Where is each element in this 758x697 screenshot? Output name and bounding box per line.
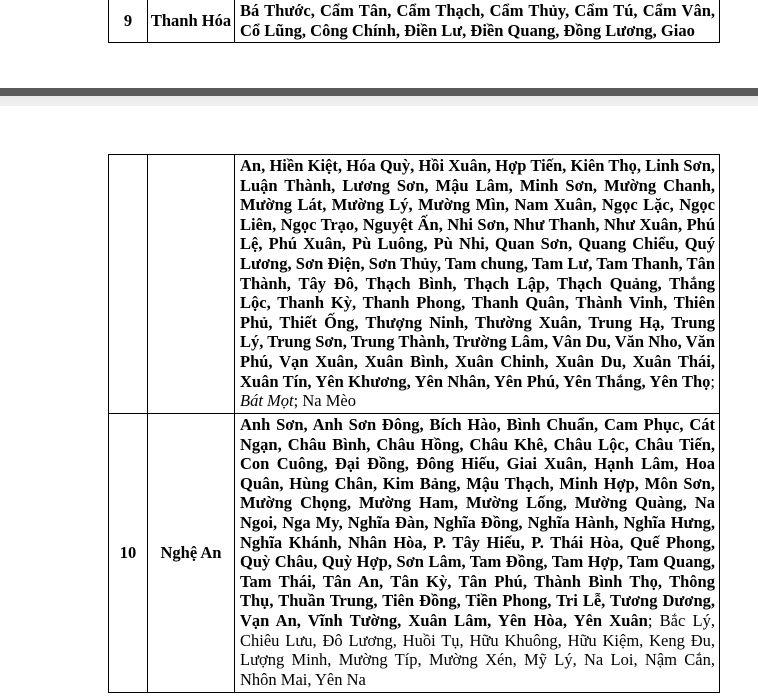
table-row-9 [109, 0, 720, 43]
separator-9a: ; [710, 371, 715, 391]
table-row-10 [109, 414, 720, 693]
commune-na-meo: Na Mèo [302, 391, 356, 411]
table-row-9-continued [109, 155, 720, 414]
commune-italic-bat-mot: Bát Mọt [240, 391, 294, 411]
stt-10: 10 [109, 414, 148, 693]
commune-list-10 [235, 414, 720, 693]
separator-9b: ; [293, 391, 303, 411]
commune-list-10-bold: Anh Sơn, Anh Sơn Đông, Bích Hào, Bình Chuẩn, Cam Phục, Cát Ngạn, Châu Bình, Châu Hồng, Châu Khê, Châu Lộc, Châu Tiến, Con Cuông, Đại Đồng, Đông Hiếu, Giai Xuân, Hạnh Lâm, Hoa Quân, Hùng Chân, Kim Bảng, Mậu Thạch, Minh Hợp, Môn Sơn, Mường Chọng, Mường Ham, Mường Lống, Mường Quàng, Na Ngoi, Nga My, Nghĩa Đàn, Nghĩa Đồng, Nghĩa Hành, Nghĩa Hưng, Nghĩa Khánh, Nhân Hòa, P. Tây Hiếu, P. Thái Hòa, Quế Phong, Quỳ Châu, Quỳ Hợp, Sơn Lâm, Tam Đồng, Tam Hợp, Tam Quang, Tam Thái, Tân An, Tân Kỳ, Tân Phú, Thành Bình Thọ, Thông Thụ, Thuần Trung, Tiên Đồng, Tiền Phong, Tri Lễ, Tương Dương, Vạn An, Vĩnh Tường, Xuân Lâm, Yên Hòa, Yên Xuân [240, 415, 715, 630]
page-top [0, 0, 758, 88]
page-bottom [0, 106, 758, 697]
commune-list-9-continued [235, 155, 720, 414]
commune-list-10-normal: Bắc Lý, Chiêu Lưu, Đô Lương, Huồi Tụ, Hữu Khuông, Hữu Kiệm, Keng Đu, Lượng Minh, Mường Típ, Mường Xén, Mỹ Lý, Na Loi, Nậm Cắn, Nhôn Mai, Yên Na [240, 610, 715, 689]
province-thanh-hoa: Thanh Hóa [148, 0, 235, 43]
stt-9: 9 [109, 0, 148, 43]
table-page-bottom [108, 154, 720, 693]
commune-list-9-bold: An, Hiền Kiệt, Hóa Quỳ, Hồi Xuân, Hợp Tiến, Kiên Thọ, Linh Sơn, Luận Thành, Lương Sơn, Mậu Lâm, Minh Sơn, Mường Chanh, Mường Lát, Mường Lý, Mường Mìn, Nam Xuân, Ngọc Lặc, Ngọc Liên, Ngọc Trạo, Nguyệt Ấn, Nhi Sơn, Như Thanh, Như Xuân, Phú Lệ, Phú Xuân, Pù Luông, Pù Nhi, Quan Sơn, Quang Chiểu, Quý Lương, Sơn Điện, Sơn Thủy, Tam chung, Tam Lư, Tam Thanh, Tân Thành, Tây Đô, Thạch Bình, Thạch Lập, Thạch Quảng, Thắng Lộc, Thanh Kỳ, Thanh Phong, Thanh Quân, Thành Vinh, Thiên Phủ, Thiết Ống, Thượng Ninh, Thường Xuân, Trung Hạ, Trung Lý, Trung Sơn, Trung Thành, Trường Lâm, Vân Du, Văn Nho, Văn Phú, Vạn Xuân, Xuân Bình, Xuân Chinh, Xuân Du, Xuân Thái, Xuân Tín, Yên Khương, Yên Nhân, Yên Phú, Yên Thắng, Yên Thọ [240, 156, 715, 391]
province-nghe-an: Nghệ An [148, 414, 235, 693]
commune-list-9-top: Bá Thước, Cẩm Tân, Cẩm Thạch, Cẩm Thủy, Cẩm Tú, Cẩm Vân, Cổ Lũng, Công Chính, Điền Lư, Điền Quang, Đồng Lương, Giao [235, 0, 720, 43]
page-separator [0, 88, 758, 106]
separator-10: ; [647, 610, 660, 630]
province-9-cont [148, 155, 235, 414]
table-page-top [108, 0, 720, 43]
stt-9-cont [109, 155, 148, 414]
